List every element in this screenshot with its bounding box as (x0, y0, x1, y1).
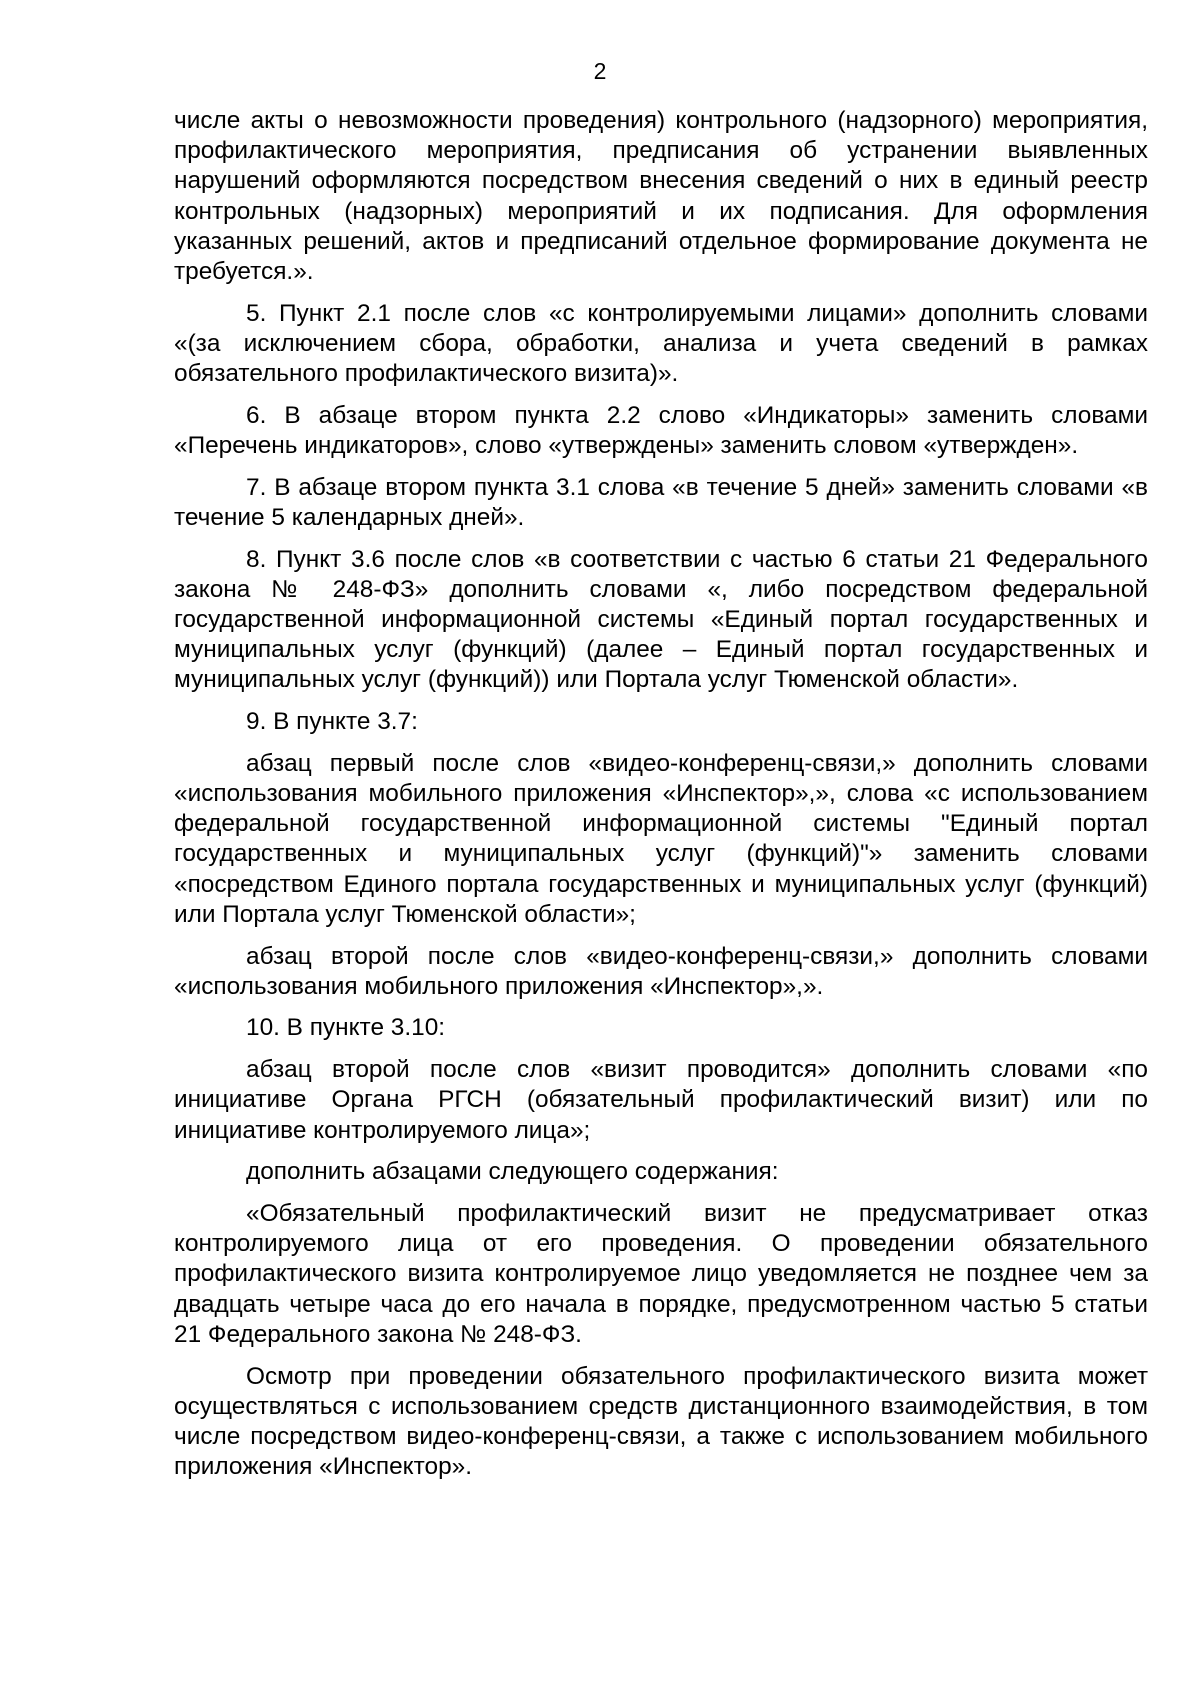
paragraph-item-8: 8. Пункт 3.6 после слов «в соответствии с частью 6 статьи 21 Федерального закона № 248-ФЗ» дополнить словами «, либо посредством федеральной государственной информационной системы «Единый портал государственных и муниципальных услуг (функций) (далее – Единый портал государственных и муниципальных услуг (функций)) или Портала услуг Тюменской области». (174, 545, 1148, 694)
paragraph-continuation: числе акты о невозможности проведения) контрольного (надзорного) мероприятия, профилактического мероприятия, предписания об устранении выявленных нарушений оформляются посредством внесения сведений о них в единый реестр контрольных (надзорных) мероприятий и их подписания. Для оформления указанных решений, актов и предписаний отдельное формирование документа не требуется.». (174, 107, 1148, 286)
paragraph-item-10-second: абзац второй после слов «визит проводится» дополнить словами «по инициативе Органа РГСН (обязательный профилактический визит) или по инициативе контролируемого лица»; (174, 1056, 1148, 1144)
paragraph-item-9-first: абзац первый после слов «видео-конференц-связи,» дополнить словами «использования мобильного приложения «Инспектор»,», слова «с использованием федеральной государственной информационной системы "Единый портал государственных и муниципальных услуг (функций)"» заменить словами «посредством Единого портала государственных и муниципальных услуг (функций) или Портала услуг Тюменской области»; (174, 749, 1148, 928)
document-body (174, 106, 1148, 1494)
paragraph-item-9-second: абзац второй после слов «видео-конференц-связи,» дополнить словами «использования мобильного приложения «Инспектор»,». (174, 942, 1148, 1000)
paragraph-item-7: 7. В абзаце втором пункта 3.1 слова «в течение 5 дней» заменить словами «в течение 5 календарных дней». (174, 473, 1148, 531)
paragraph-quote-inspection: Осмотр при проведении обязательного профилактического визита может осуществляться с использованием средств дистанционного взаимодействия, в том числе посредством видео-конференц-связи, а также с использованием мобильного приложения «Инспектор». (174, 1362, 1148, 1481)
page-number: 2 (593, 58, 607, 84)
paragraph-item-9: 9. В пункте 3.7: (246, 708, 418, 736)
paragraph-quote-mandatory-visit: «Обязательный профилактический визит не предусматривает отказ контролируемого лица от его проведения. О проведении обязательного профилактического визита контролируемое лицо уведомляется не позднее чем за двадцать четыре часа до его начала в порядке, предусмотренном частью 5 статьи 21 Федерального закона № 248-ФЗ. (174, 1200, 1148, 1348)
paragraph-item-5: 5. Пункт 2.1 после слов «с контролируемыми лицами» дополнить словами «(за исключением сбора, обработки, анализа и учета сведений в рамках обязательного профилактического визита)». (174, 299, 1148, 388)
paragraph-item-10-add: дополнить абзацами следующего содержания: (246, 1158, 779, 1186)
paragraph-item-6: 6. В абзаце втором пункта 2.2 слово «Индикаторы» заменить словами «Перечень индикаторов», слово «утверждены» заменить словом «утвержден». (174, 401, 1148, 460)
paragraph-item-10: 10. В пункте 3.10: (246, 1014, 446, 1042)
